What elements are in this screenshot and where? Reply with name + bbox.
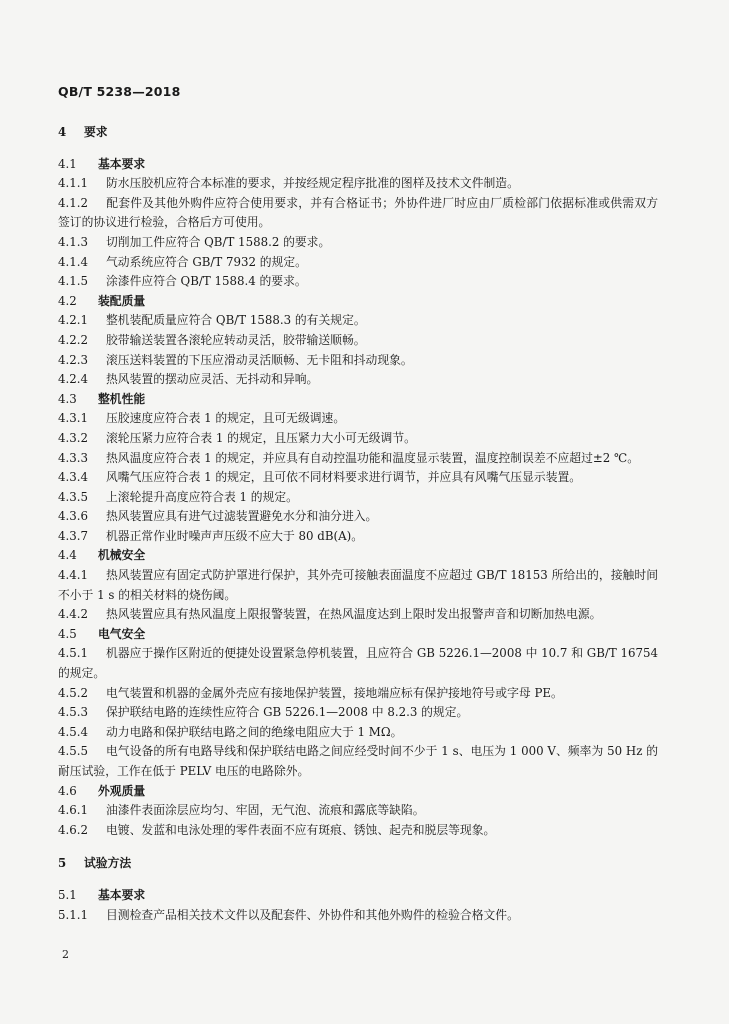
subsection-number: 4.1 xyxy=(58,156,77,171)
clause-text: 气动系统应符合 GB/T 7932 的规定。 xyxy=(106,254,307,269)
clause-number: 4.1.1 xyxy=(58,176,89,191)
clause-item xyxy=(58,801,658,821)
clause-number: 4.3.5 xyxy=(58,489,89,504)
subsection-title xyxy=(58,782,658,802)
document-body xyxy=(58,123,658,925)
clause-number: 4.3.2 xyxy=(58,430,89,445)
clause-item xyxy=(58,429,658,449)
clause-number: 4.6.1 xyxy=(58,803,89,818)
subsection-title-text: 电气安全 xyxy=(98,626,146,641)
clause-text: 油漆件表面涂层应均匀、牢固，无气泡、流痕和露底等缺陷。 xyxy=(106,803,425,818)
clause-number: 4.2.4 xyxy=(58,372,89,387)
clause-number: 4.1.4 xyxy=(58,254,89,269)
subsection-number: 4.4 xyxy=(58,548,77,563)
clause-item xyxy=(58,605,658,625)
clause-item xyxy=(58,449,658,469)
clause-text: 整机装配质量应符合 QB/T 1588.3 的有关规定。 xyxy=(106,313,366,328)
clause-item xyxy=(58,703,658,723)
clause-item xyxy=(58,331,658,351)
clause-text: 配套件及其他外购件应符合使用要求，并有合格证书；外协件进厂时应由厂质检部门依据标准或供需双方签订的协议进行检验，合格后方可使用。 xyxy=(58,195,658,230)
clause-item xyxy=(58,468,658,488)
subsection-title-text: 基本要求 xyxy=(98,156,146,171)
clause-number: 4.5.5 xyxy=(58,744,89,759)
clause-item xyxy=(58,527,658,547)
clause-item xyxy=(58,644,658,683)
clause-number: 4.3.7 xyxy=(58,528,89,543)
clause-text: 热风装置的摆动应灵活、无抖动和异响。 xyxy=(106,372,319,387)
subsection-number: 4.6 xyxy=(58,783,77,798)
clause-text: 滚压送料装置的下压应滑动灵活顺畅、无卡阻和抖动现象。 xyxy=(106,352,413,367)
subsection-title-text: 基本要求 xyxy=(98,887,146,902)
clause-item xyxy=(58,488,658,508)
clause-item xyxy=(58,174,658,194)
subsection-title xyxy=(58,625,658,645)
clause-text: 热风装置应具有进气过滤装置避免水分和油分进入。 xyxy=(106,509,378,524)
clause-text: 热风温度应符合表 1 的规定，并应具有自动控温功能和温度显示装置，温度控制误差不应超过±2 ℃。 xyxy=(106,450,640,465)
section-title-text: 试验方法 xyxy=(84,856,132,871)
clause-text: 上滚轮提升高度应符合表 1 的规定。 xyxy=(106,489,298,504)
clause-number: 4.2.1 xyxy=(58,313,89,328)
clause-number: 4.5.4 xyxy=(58,724,89,739)
section-title xyxy=(58,123,658,143)
clause-item xyxy=(58,742,658,781)
clause-item xyxy=(58,351,658,371)
clause-item xyxy=(58,253,658,273)
clause-item xyxy=(58,370,658,390)
clause-item xyxy=(58,821,658,841)
subsection-number: 4.2 xyxy=(58,293,77,308)
section-title-text: 要求 xyxy=(84,125,108,139)
subsection-title xyxy=(58,292,658,312)
clause-text: 涂漆件应符合 QB/T 1588.4 的要求。 xyxy=(106,274,307,289)
clause-number: 5.1.1 xyxy=(58,907,89,922)
clause-text: 目测检查产品相关技术文件以及配套件、外协件和其他外购件的检验合格文件。 xyxy=(106,907,519,922)
clause-number: 4.2.2 xyxy=(58,332,89,347)
clause-number: 4.2.3 xyxy=(58,352,89,367)
clause-text: 电镀、发蓝和电泳处理的零件表面不应有斑痕、锈蚀、起壳和脱层等现象。 xyxy=(106,822,496,837)
clause-text: 热风装置应具有热风温度上限报警装置，在热风温度达到上限时发出报警声音和切断加热电源。 xyxy=(106,607,602,622)
subsection-title-text: 外观质量 xyxy=(98,783,146,798)
section-title xyxy=(58,854,658,874)
subsection-title xyxy=(58,390,658,410)
clause-item xyxy=(58,233,658,253)
clause-item xyxy=(58,566,658,605)
clause-item xyxy=(58,311,658,331)
clause-number: 4.3.1 xyxy=(58,411,89,426)
clause-text: 动力电路和保护联结电路之间的绝缘电阻应大于 1 MΩ。 xyxy=(106,724,403,739)
clause-text: 滚轮压紧力应符合表 1 的规定，且压紧力大小可无级调节。 xyxy=(106,430,416,445)
clause-text: 保护联结电路的连续性应符合 GB 5226.1—2008 中 8.2.3 的规定。 xyxy=(106,705,469,720)
clause-number: 4.1.2 xyxy=(58,195,89,210)
clause-number: 4.4.1 xyxy=(58,568,89,583)
subsection-number: 5.1 xyxy=(58,887,77,902)
clause-item xyxy=(58,723,658,743)
clause-text: 热风装置应有固定式防护罩进行保护，其外壳可接触表面温度不应超过 GB/T 18153 所给出的，接触时间不小于 1 s 的相关材料的烧伤阈。 xyxy=(58,568,658,602)
subsection-number: 4.3 xyxy=(58,391,77,406)
clause-number: 4.1.3 xyxy=(58,234,89,249)
section-number: 4 xyxy=(58,125,67,139)
clause-text: 防水压胶机应符合本标准的要求，并按经规定程序批准的图样及技术文件制造。 xyxy=(106,176,519,191)
clause-text: 风嘴气压应符合表 1 的规定，且可依不同材料要求进行调节，并应具有风嘴气压显示装置。 xyxy=(106,470,582,485)
subsection-number: 4.5 xyxy=(58,626,77,641)
clause-text: 电气设备的所有电路导线和保护联结电路之间应经受时间不少于 1 s、电压为 1 000 V、频率为 50 Hz 的耐压试验，工作在低于 PELV 电压的电路除外。 xyxy=(58,744,658,778)
clause-number: 4.5.2 xyxy=(58,685,89,700)
section-number: 5 xyxy=(58,856,67,871)
clause-item xyxy=(58,409,658,429)
subsection-title xyxy=(58,155,658,175)
subsection-title xyxy=(58,886,658,906)
clause-number: 4.3.4 xyxy=(58,470,89,485)
page-number: 2 xyxy=(62,948,69,961)
clause-number: 4.3.3 xyxy=(58,450,89,465)
standard-code-header: QB/T 5238—2018 xyxy=(58,84,181,99)
clause-item xyxy=(58,906,658,926)
subsection-title-text: 装配质量 xyxy=(98,293,146,308)
clause-item xyxy=(58,684,658,704)
clause-number: 4.3.6 xyxy=(58,509,89,524)
subsection-title-text: 机械安全 xyxy=(98,548,146,563)
clause-text: 切削加工件应符合 QB/T 1588.2 的要求。 xyxy=(106,234,331,249)
clause-number: 4.5.1 xyxy=(58,646,89,661)
clause-text: 电气装置和机器的金属外壳应有接地保护装置，接地端应标有保护接地符号或字母 PE。 xyxy=(106,685,563,700)
clause-item xyxy=(58,194,658,233)
clause-item xyxy=(58,507,658,527)
clause-number: 4.5.3 xyxy=(58,705,89,720)
subsection-title-text: 整机性能 xyxy=(98,391,146,406)
clause-item xyxy=(58,272,658,292)
clause-text: 机器应于操作区附近的便捷处设置紧急停机装置，且应符合 GB 5226.1—2008 中 10.7 和 GB/T 16754 的规定。 xyxy=(58,646,658,681)
clause-text: 胶带输送装置各滚轮应转动灵活，胶带输送顺畅。 xyxy=(106,332,366,347)
clause-number: 4.1.5 xyxy=(58,274,89,289)
clause-number: 4.6.2 xyxy=(58,822,89,837)
clause-number: 4.4.2 xyxy=(58,607,89,622)
subsection-title xyxy=(58,546,658,566)
clause-text: 机器正常作业时噪声声压级不应大于 80 dB(A)。 xyxy=(106,528,364,543)
clause-text: 压胶速度应符合表 1 的规定，且可无级调速。 xyxy=(106,411,346,426)
